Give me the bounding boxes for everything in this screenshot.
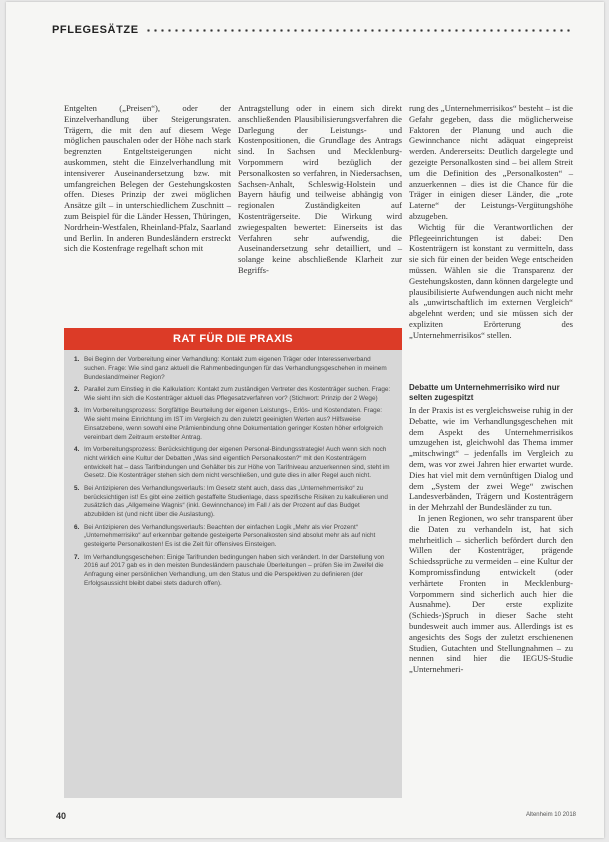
subheading: Debatte um Unternehmerrisiko wird nur selten zugespitzt	[409, 383, 560, 402]
advice-item	[74, 356, 392, 382]
text-column-3	[409, 103, 573, 341]
column-3-paragraph: In der Praxis ist es vergleichsweise ruhig in der Debatte, wie im Verhandlungsgeschehen mit dem Aspekt des Unternehmerrisikos umzugehen ist, gleichwohl das Thema immer „mitschwingt“ – jedenfalls im Vergleich zu dem, was vor zwei Jahren hier erwartet wurde. Dies hat viel mit dem vernünftigen Dialog und dem „System der zwei Wege“ zwischen Landesverbänden, Trägern und Kostenträgern in der Mehrzahl der Bundesländer zu tun.	[409, 405, 573, 513]
advice-item-text: Im Vorbereitungsprozess: Sorgfältige Beurteilung der eigenen Leistungs-, Erlös- und Kostendaten. Frage: Wie sieht meine Einrichtung im IST im Vergleich zu den zuletzt geeinigten Werten aus? Hilfsweise Einsatzebene, wenn sowohl eine Prämienbindung ohne Dokumentation geringer Kosten höher erfolgreich vereinbart dem Zeitraum erstellter Antrag.	[84, 407, 383, 441]
column-3-paragraph: In jenen Regionen, wo sehr transparent über die Daten zu verhandeln ist, hat sich mehrheitlich – sicherlich befördert durch den Willen der Kostenträger, prägende Schiedssprüche zu vermeiden – eine Kultur der Kompromissfindung entwickelt (oder verhärtete Fronten in Mecklenburg-Vorpommern sind sicherlich auch hier die Ausnahme). Der erste explizite (Schieds-)Spruch in dieser Sache steht bundesweit auch immer aus. Allerdings ist es angesichts des Sogs der zuletzt erschienenen Studien, Gutachten und Stellungnahmen – zu nennen sind hier die IEGUS-Studie „Unternehmeri-	[409, 512, 573, 675]
section-header	[52, 22, 574, 38]
column-3-paragraph: Wichtig für die Verantwortlichen der Pflegeeinrichtungen ist dabei: Den Kostenträgern ist konstant zu vermitteln, dass sie sich für einen der beiden Wege entscheiden müssen. Wählen sie die Transparenz der Gestehungskosten, dann können dargelegte und plausibilisierte Aufwendungen auch nicht mehr als „unwirtschaftlich im externen Vergleich“ abgelehnt werden; und sie müssen sich der expliziten Erörterung des „Unternehmerrisikos“ stellen.	[409, 221, 573, 340]
advice-item-number: 4.	[74, 445, 80, 453]
advice-item	[74, 523, 392, 550]
text-column-1	[64, 103, 231, 254]
text-column-3-lower	[409, 383, 573, 675]
advice-box-header	[64, 328, 402, 350]
dotted-rule	[145, 29, 574, 32]
advice-item-number: 2.	[74, 385, 80, 393]
advice-item-number: 3.	[74, 407, 80, 415]
column-2-paragraph: Antragstellung oder in einem sich direkt anschließenden Plausibilisierungsverfahren die Darlegung der Leistungs- und Kostenpositionen, die Grundlage des Antrags sind. In Sachsen und Mecklenburg-Vorpommern wird bezüglich der Personalkosten so verfahren, in Niedersachsen, Sachsen-Anhalt, Schleswig-Holstein und Bayern häufig und teilweise abhängig von regionalen Zuständigkeiten auf Kostenträgerseite. Die Wirkung wird zwiegespalten bewertet: Einerseits ist das Verfahren sehr aufwendig, die Auseinandersetzung sehr detailliert, und – solange keine abschließende Klarheit zur Begriffs-	[238, 103, 402, 275]
advice-list	[64, 350, 402, 589]
column-1-paragraph: Entgelten („Preisen“), oder der Einzelverhandlung über Steigerungsraten. Trägern, die mit den auf diesem Wege möglichen pauschalen oder der Höhe nach stark begrenzten Entgeltsteigerungen nicht auskommen, steht die Einzelverhandlung mit intensiverer Auseinandersetzung bzw. mit umfangreichen Belegen der Gestehungskosten offen. Dieses Prinzip der zwei möglichen Ansätze gilt – in unterschiedlichem Zuschnitt – zum Beispiel für die Länder Hessen, Thüringen, Nordrhein-Westfalen, Rheinland-Pfalz, Saarland und Berlin. In anderen Bundesländern erstreckt sich die Kostenfrage regelhaft schon mit	[64, 103, 231, 254]
advice-item-number: 7.	[74, 553, 80, 561]
advice-item-number: 5.	[74, 484, 80, 492]
advice-item	[74, 385, 392, 404]
advice-box	[64, 328, 402, 798]
magazine-issue: Altenheim 10 2018	[525, 812, 576, 818]
advice-item-text: Bei Antizipieren des Verhandlungsverlaufs: Im Gesetz steht auch, dass das „Unternehmerrisiko“ zu berücksichtigen ist! Es gibt eine zeitlich gestaffelte Studienlage, dass spezifische Risiken zu kalkulieren und zusätzlich das „Allgemeine Wagnis“ (inkl. Gewinnchance) im Fall / als der Prozent auf das Budget abzubilden ist (und nicht über die Auslastung).	[84, 484, 388, 519]
section-title: PFLEGESÄTZE	[52, 24, 139, 36]
advice-item-text: Im Vorbereitungsprozess: Berücksichtigung der eigenen Personal-Bindungsstrategie! Auch wenn sich noch nicht wirklich eine Kultur der Debatten „Was sind eigentlich Personalkosten?“ mit den Kostenträgern entwickelt hat – dass Tarifbindungen und Gehälter bis zur Höhe von Tarifniveau anzuerkennen sind, steht im Gesetz. Die Kostenträger stehen sich dem nicht verschließen, und gute dies in aller Regel auch nicht.	[84, 445, 390, 480]
advice-box-title: RAT FÜR DIE PRAXIS	[172, 333, 294, 345]
advice-item-number: 6.	[74, 523, 80, 531]
advice-item-text: Bei Antizipieren des Verhandlungsverlaufs: Beachten der einfachen Logik „Mehr als vier Prozent“ „Unternehmerrisiko“ auf erkennbar geltende gesteigerte Personalkosten sind absolut mehr als auf nicht gesteigerte Personalkosten! Es ist die Zeit für offensives Einsteigen.	[84, 523, 376, 549]
magazine-page	[6, 2, 604, 838]
column-3-paragraph: rung des „Unternehmerrisikos“ besteht – ist die Gefahr gegeben, dass die möglicherweise Faktoren der Planung und auch die Gewinnchance nicht adäquat eingepreist werden. Andererseits: Deutlich dargelegte und gezeigte Personalkosten sind – bei allem Streit um die Definition des „Personalkosten“ – anzuerkennen – dies ist die Chance für die Träger in einigen dieser Länder, die „rote Laterne“ der Leistungs-Vergütungshöhe abzugeben.	[409, 103, 573, 221]
advice-item-text: Im Verhandlungsgeschehen: Einige Tarifrunden bedingungen haben sich verändert. In der Darstellung von 2016 auf 2017 gab es in den meisten Bundesländern pauschale Überleitungen – prüfen Sie im Zweifel die Anfragung einer persönlichen Verhandlung, um den Status und die Perspektiven zu definieren (der Erfolgsaussicht bleibt dabei stets dadurch offen).	[84, 553, 385, 587]
advice-item-text: Bei Beginn der Vorbereitung einer Verhandlung: Kontakt zum eigenen Träger oder Interessenverband suchen. Frage: Wie sind ganz aktuell die Rahmenbedingungen für das Verhandlungsgeschehen in meinem Bundesland/meiner Region?	[84, 356, 387, 381]
page-footer	[56, 811, 576, 823]
advice-item	[74, 484, 392, 520]
advice-item	[74, 553, 392, 589]
text-column-2	[238, 103, 402, 276]
page-number: 40	[56, 811, 67, 821]
advice-item-text: Parallel zum Einstieg in die Kalkulation: Kontakt zum zuständigen Vertreter des Kostenträger suchen. Frage: Wie sieht ihn sich die Kostenträger aktuell das Pflegesatzverfahren vor? (Stichwort: Prinzip der 2 Wege)	[84, 385, 391, 402]
advice-item-number: 1.	[74, 356, 80, 363]
advice-item	[74, 445, 392, 481]
advice-item	[74, 407, 392, 442]
